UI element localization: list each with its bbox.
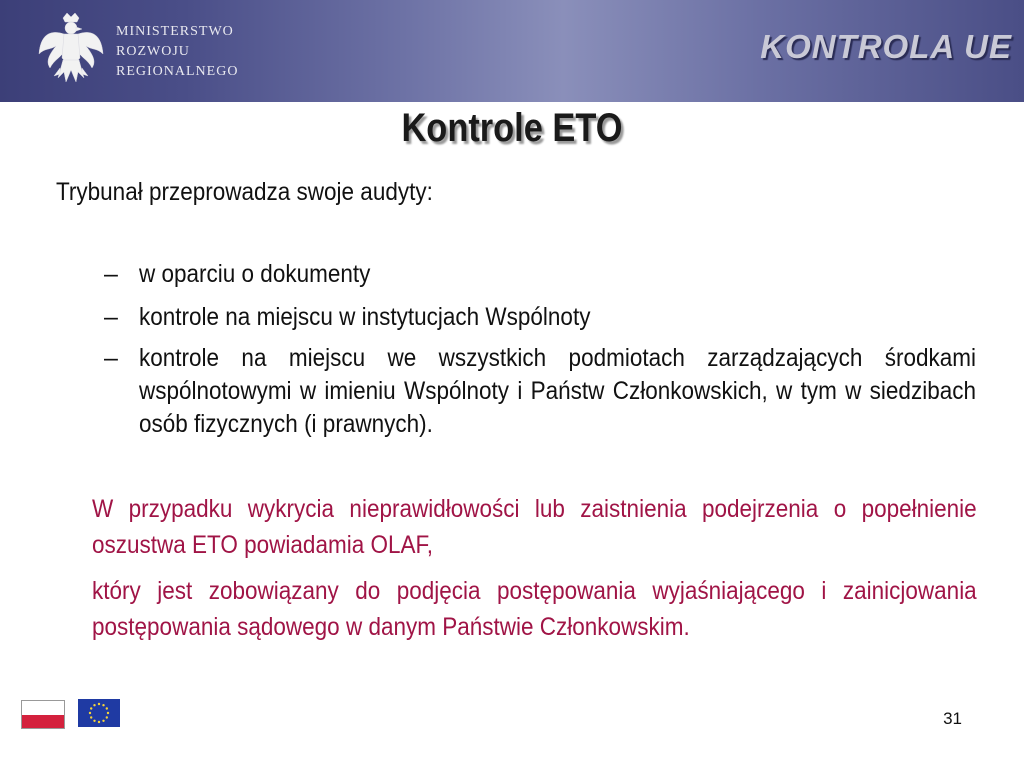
ministry-line-2: ROZWOJU (116, 44, 190, 59)
slide-title: Kontrole ETO (401, 106, 623, 150)
page-number: 31 (943, 709, 962, 728)
olaf-followup-paragraph: który jest zobowiązany do podjęcia postępowania wyjaśniającego i zainicjowania postępowania sądowego w danym Państwie Członkowskim. (92, 577, 977, 641)
ministry-line-3: REGIONALNEGO (116, 64, 239, 79)
polish-flag-icon (21, 700, 65, 729)
ministry-name (116, 22, 238, 82)
ministry-line-1: MINISTERSTWO (116, 24, 234, 39)
bullet-marker-3: – (104, 344, 118, 372)
bullet-item-1: w oparciu o dokumenty (139, 260, 371, 288)
eu-flag-icon (78, 699, 120, 727)
bullet-item-2: kontrole na miejscu w instytucjach Wspólnoty (139, 303, 591, 331)
intro-text: Trybunał przeprowadza swoje audyty: (56, 178, 433, 206)
slide-header (0, 0, 1024, 102)
olaf-paragraph: W przypadku wykrycia nieprawidłowości lub zaistnienia podejrzenia o popełnienie oszustwa ETO powiadamia OLAF, (92, 495, 977, 559)
bullet-item-3: kontrole na miejscu we wszystkich podmiotach zarządzających środkami wspólnotowymi w imieniu Wspólnoty i Państw Członkowskich, w tym w siedzibach osób fizycznych (i prawnych). (139, 344, 976, 438)
brand-title: KONTROLA UE (760, 28, 1012, 65)
polish-eagle-emblem-icon (36, 10, 106, 90)
bullet-marker-1: – (104, 260, 118, 288)
bullet-marker-2: – (104, 303, 118, 331)
